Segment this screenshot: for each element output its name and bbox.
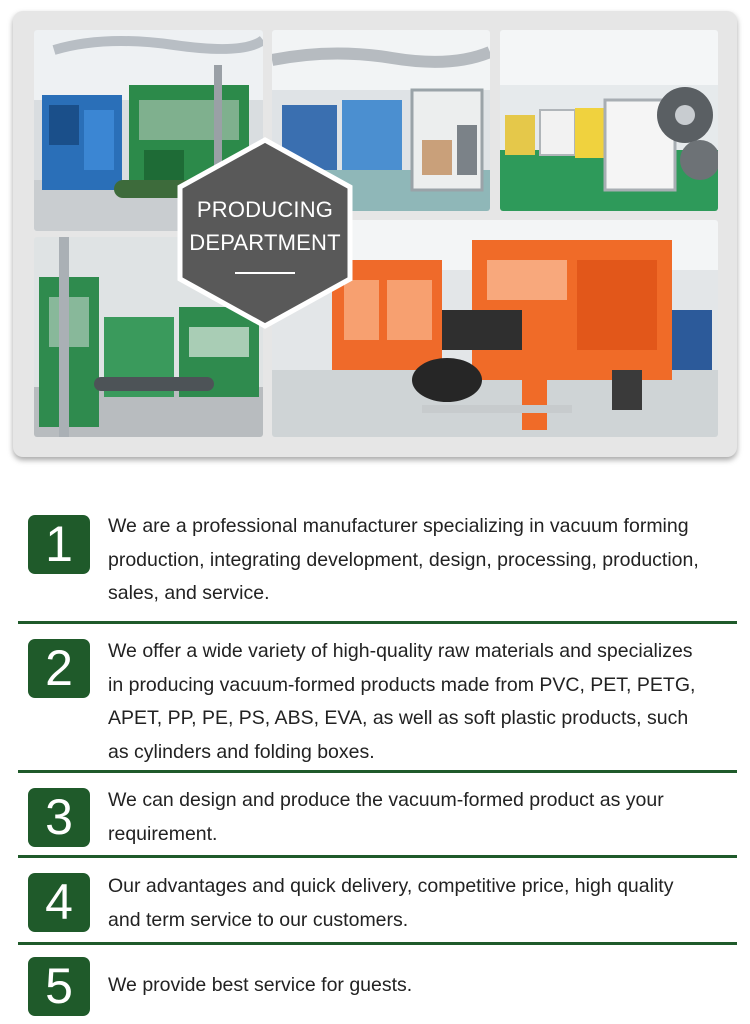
number-badge-3: 3 <box>28 788 90 847</box>
producing-department-badge <box>176 137 354 329</box>
badge-underline <box>235 272 295 274</box>
number-badge-5: 5 <box>28 957 90 1016</box>
item-3-text: We can design and produce the vacuum-formed product as your requirement. <box>108 789 664 845</box>
divider <box>18 855 737 858</box>
item-1-text: We are a professional manufacturer specializing in vacuum forming production, integrating development, design, processing, production, sales, and service. <box>108 515 699 604</box>
number-badge-4: 4 <box>28 873 90 932</box>
divider <box>18 942 737 945</box>
green-floor-roll-machine-photo <box>500 30 718 211</box>
producing-department-gallery <box>13 11 737 457</box>
badge-title-line2: DEPARTMENT <box>189 230 341 255</box>
divider <box>18 621 737 624</box>
divider <box>18 770 737 773</box>
number-badge-1: 1 <box>28 515 90 574</box>
number-badge-2: 2 <box>28 639 90 698</box>
item-5-text: We provide best service for guests. <box>108 974 413 996</box>
badge-title-line1: PRODUCING <box>196 197 334 222</box>
item-4-text: Our advantages and quick delivery, competitive price, high quality and term service to our customers. <box>108 875 674 931</box>
item-2-text: We offer a wide variety of high-quality raw materials and specializes in producing vacuum-formed products made from PVC, PET, PETG, APET, PP, PE, PS, ABS, EVA, as well as soft plastic products, such as cylinders and folding boxes. <box>108 640 696 763</box>
